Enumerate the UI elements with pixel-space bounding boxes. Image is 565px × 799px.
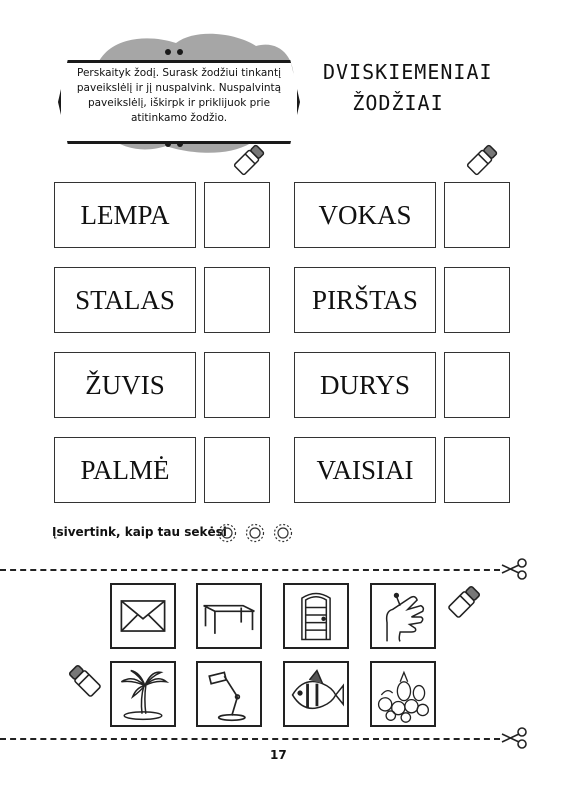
paste-box[interactable] (444, 437, 510, 503)
door-icon (285, 585, 347, 647)
glue-stick-icon (462, 142, 500, 180)
paste-box[interactable] (204, 182, 270, 248)
word-box-stalas: STALAS (54, 267, 196, 333)
palm-picture[interactable] (110, 661, 176, 727)
page-title (323, 57, 493, 119)
table-picture[interactable] (196, 583, 262, 649)
finger-hand-icon (372, 585, 434, 647)
cut-line (0, 569, 500, 571)
cut-line (0, 738, 500, 740)
lamp-picture[interactable] (196, 661, 262, 727)
finger-picture[interactable] (370, 583, 436, 649)
instruction-top-dots (165, 49, 183, 55)
word-box-vokas: VOKAS (294, 182, 436, 248)
paste-box[interactable] (444, 182, 510, 248)
envelope-icon (112, 585, 174, 647)
instruction-line: atitinkamo žodžio. (130, 112, 228, 124)
sun-icon (275, 525, 292, 542)
page-number: 17 (270, 748, 287, 762)
paste-box[interactable] (204, 437, 270, 503)
instruction-line: Perskaityk žodį. Surask žodžiui tinkantį (76, 67, 281, 79)
paste-box[interactable] (204, 267, 270, 333)
title-line: DVISKIEMENIAI (323, 60, 493, 84)
title-line: ŽODŽIAI (352, 91, 444, 115)
scissors-icon (500, 556, 530, 582)
paste-box[interactable] (444, 267, 510, 333)
instruction-line: paveikslėlį, iškirpk ir priklijuok prie (87, 97, 271, 109)
fish-picture[interactable] (283, 661, 349, 727)
word-box-zuvis: ŽUVIS (54, 352, 196, 418)
desk-lamp-icon (198, 663, 260, 725)
fruits-icon (372, 663, 434, 725)
instruction-line: paveikslėlį ir jį nuspalvink. Nuspalvintą (76, 82, 282, 94)
palm-tree-icon (112, 663, 174, 725)
word-box-lempa: LEMPA (54, 182, 196, 248)
word-box-pirstas: PIRŠTAS (294, 267, 436, 333)
scissors-icon (500, 725, 530, 751)
instruction-bottom-dots (165, 141, 183, 147)
sun-icon (219, 525, 236, 542)
door-picture[interactable] (283, 583, 349, 649)
self-assessment-label: Įsivertink, kaip tau sekėsi (52, 525, 227, 539)
word-box-palme: PALMĖ (54, 437, 196, 503)
word-box-vaisiai: VAISIAI (294, 437, 436, 503)
paste-box[interactable] (204, 352, 270, 418)
fruits-picture[interactable] (370, 661, 436, 727)
instruction-text (70, 66, 288, 126)
sun-icon (247, 525, 264, 542)
fish-icon (285, 663, 347, 725)
paste-box[interactable] (444, 352, 510, 418)
table-icon (198, 585, 260, 647)
glue-stick-icon (443, 583, 483, 623)
envelope-picture[interactable] (110, 583, 176, 649)
rating-suns (216, 522, 296, 544)
glue-stick-icon (229, 142, 267, 180)
glue-stick-icon (66, 662, 106, 702)
word-box-durys: DURYS (294, 352, 436, 418)
